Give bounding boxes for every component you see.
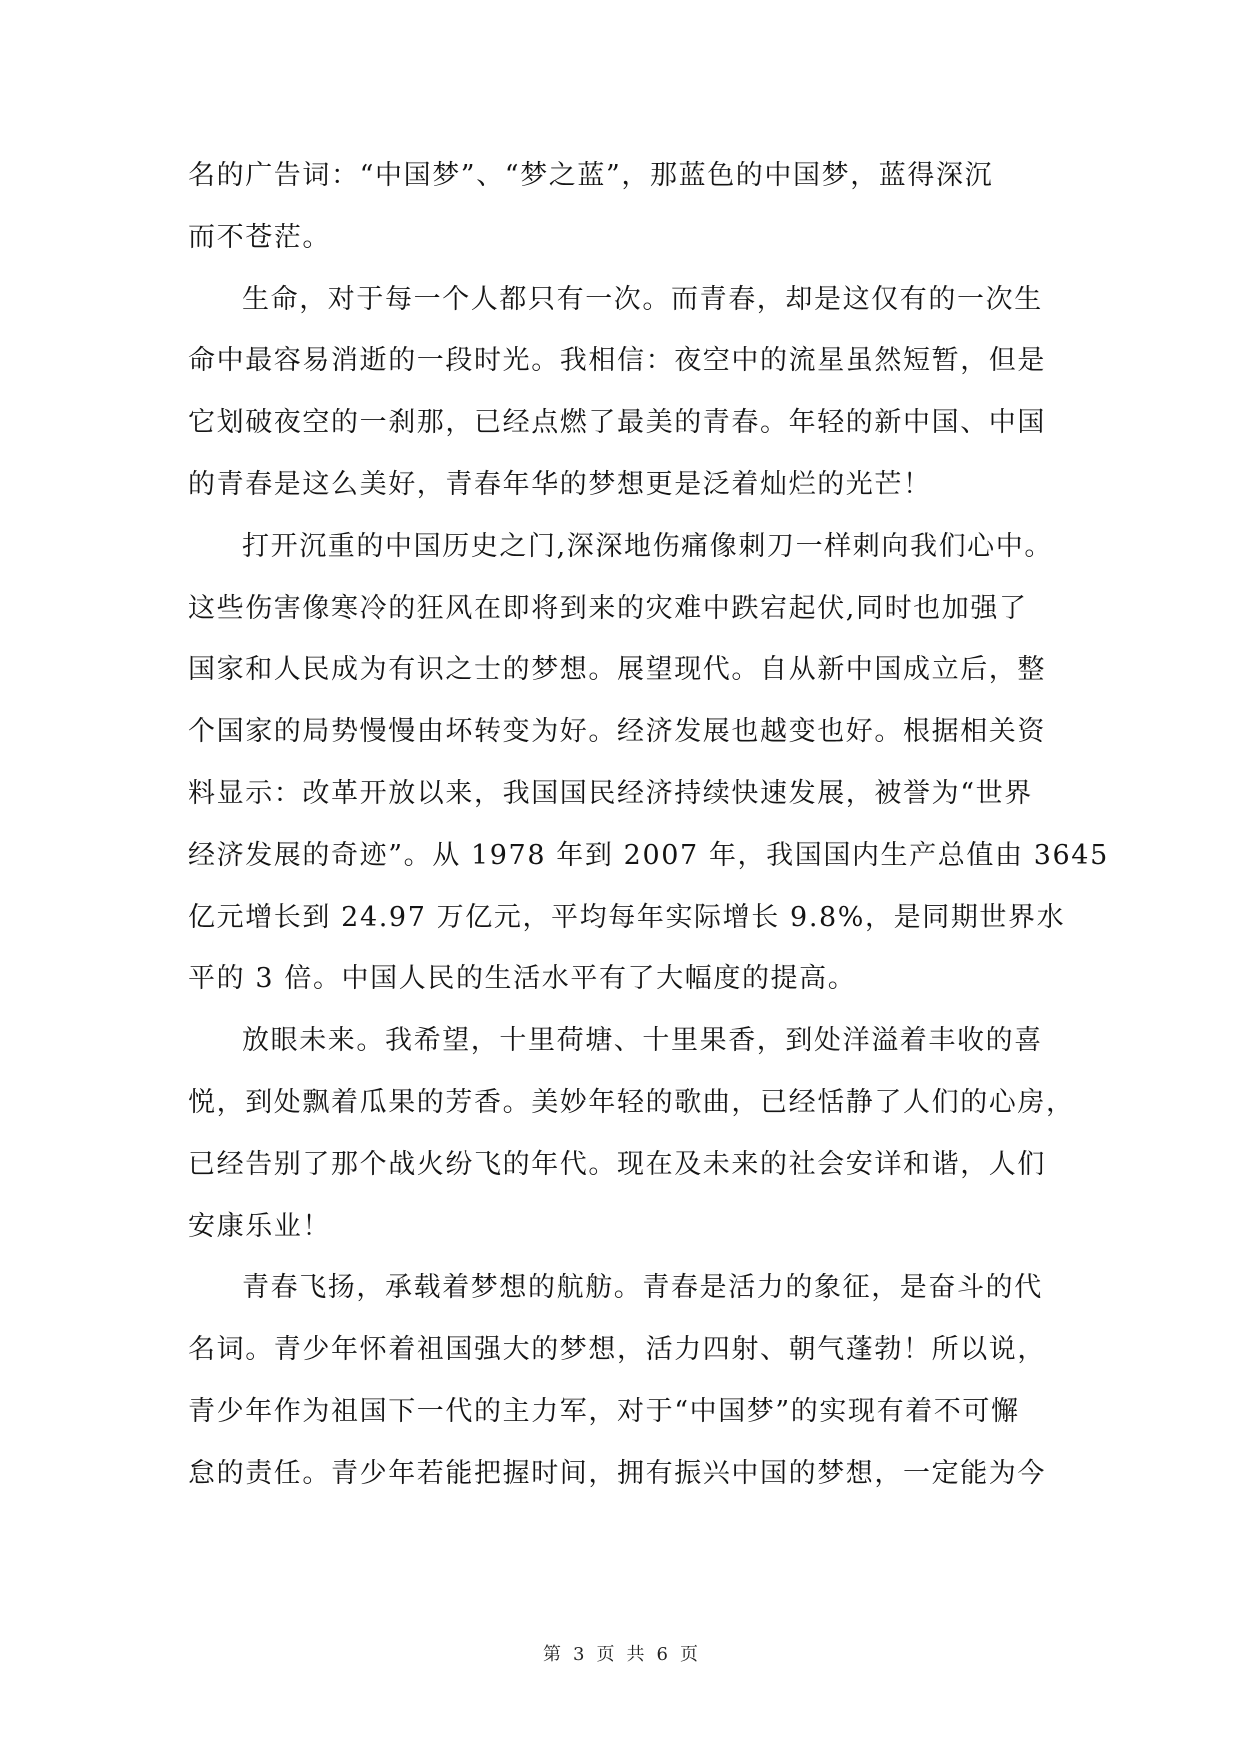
footer-label-total: 共 [626, 1644, 645, 1665]
text-line: 国家和人民成为有识之士的梦想。展望现代。自从新中国成立后，整 [188, 654, 1046, 686]
text-line: 料显示：改革开放以来，我国国民经济持续快速发展，被誉为“世界 [188, 777, 1033, 809]
text-line: 的青春是这么美好，青春年华的梦想更是泛着灿烂的光芒！ [188, 468, 932, 500]
text-line: 平的 3 倍。中国人民的生活水平有了大幅度的提高。 [188, 963, 857, 995]
text-line: 它划破夜空的一刹那，已经点燃了最美的青春。年轻的新中国、中国 [188, 407, 1046, 439]
text-line: 经济发展的奇迹”。从 1978 年到 2007 年，我国国内生产总值由 3645 [188, 839, 1109, 871]
text-line: 个国家的局势慢慢由坏转变为好。经济发展也越变也好。根据相关资 [188, 716, 1046, 748]
text-line: 悦，到处飘着瓜果的芳香。美妙年轻的歌曲，已经恬静了人们的心房， [188, 1086, 1075, 1118]
text-line: 怠的责任。青少年若能把握时间，拥有振兴中国的梦想，一定能为今 [188, 1457, 1046, 1489]
page-footer [0, 1640, 1241, 1666]
text-line: 青春飞扬，承载着梦想的航舫。青春是活力的象征，是奋斗的代 [242, 1272, 1043, 1304]
text-line: 命中最容易消逝的一段时光。我相信：夜空中的流星虽然短暂，但是 [188, 345, 1046, 377]
text-line: 安康乐业！ [188, 1210, 331, 1242]
text-line: 已经告别了那个战火纷飞的年代。现在及未来的社会安详和谐，人们 [188, 1148, 1046, 1180]
footer-label-page-unit: 页 [596, 1644, 615, 1665]
footer-total-pages: 6 [656, 1644, 668, 1665]
text-line: 这些伤害像寒冷的狂风在即将到来的灾难中跌宕起伏,同时也加强了 [188, 592, 1028, 624]
text-line: 生命，对于每一个人都只有一次。而青春，却是这仅有的一次生 [242, 283, 1043, 315]
text-line: 放眼未来。我希望，十里荷塘、十里果香，到处洋溢着丰收的喜 [242, 1025, 1043, 1057]
document-body [188, 145, 1109, 1505]
footer-label-page: 第 [543, 1644, 562, 1665]
text-line: 而不苍茫。 [188, 221, 331, 253]
footer-label-total-unit: 页 [679, 1644, 698, 1665]
text-line: 打开沉重的中国历史之门,深深地伤痛像刺刀一样刺向我们心中。 [242, 530, 1053, 562]
text-line: 亿元增长到 24.97 万亿元，平均每年实际增长 9.8%，是同期世界水 [188, 901, 1066, 933]
text-line: 名词。青少年怀着祖国强大的梦想，活力四射、朝气蓬勃！所以说， [188, 1334, 1046, 1366]
footer-current-page: 3 [573, 1644, 585, 1665]
text-line: 名的广告词：“中国梦”、“梦之蓝”，那蓝色的中国梦，蓝得深沉 [188, 160, 994, 191]
text-line: 青少年作为祖国下一代的主力军，对于“中国梦”的实现有着不可懈 [188, 1395, 1020, 1427]
